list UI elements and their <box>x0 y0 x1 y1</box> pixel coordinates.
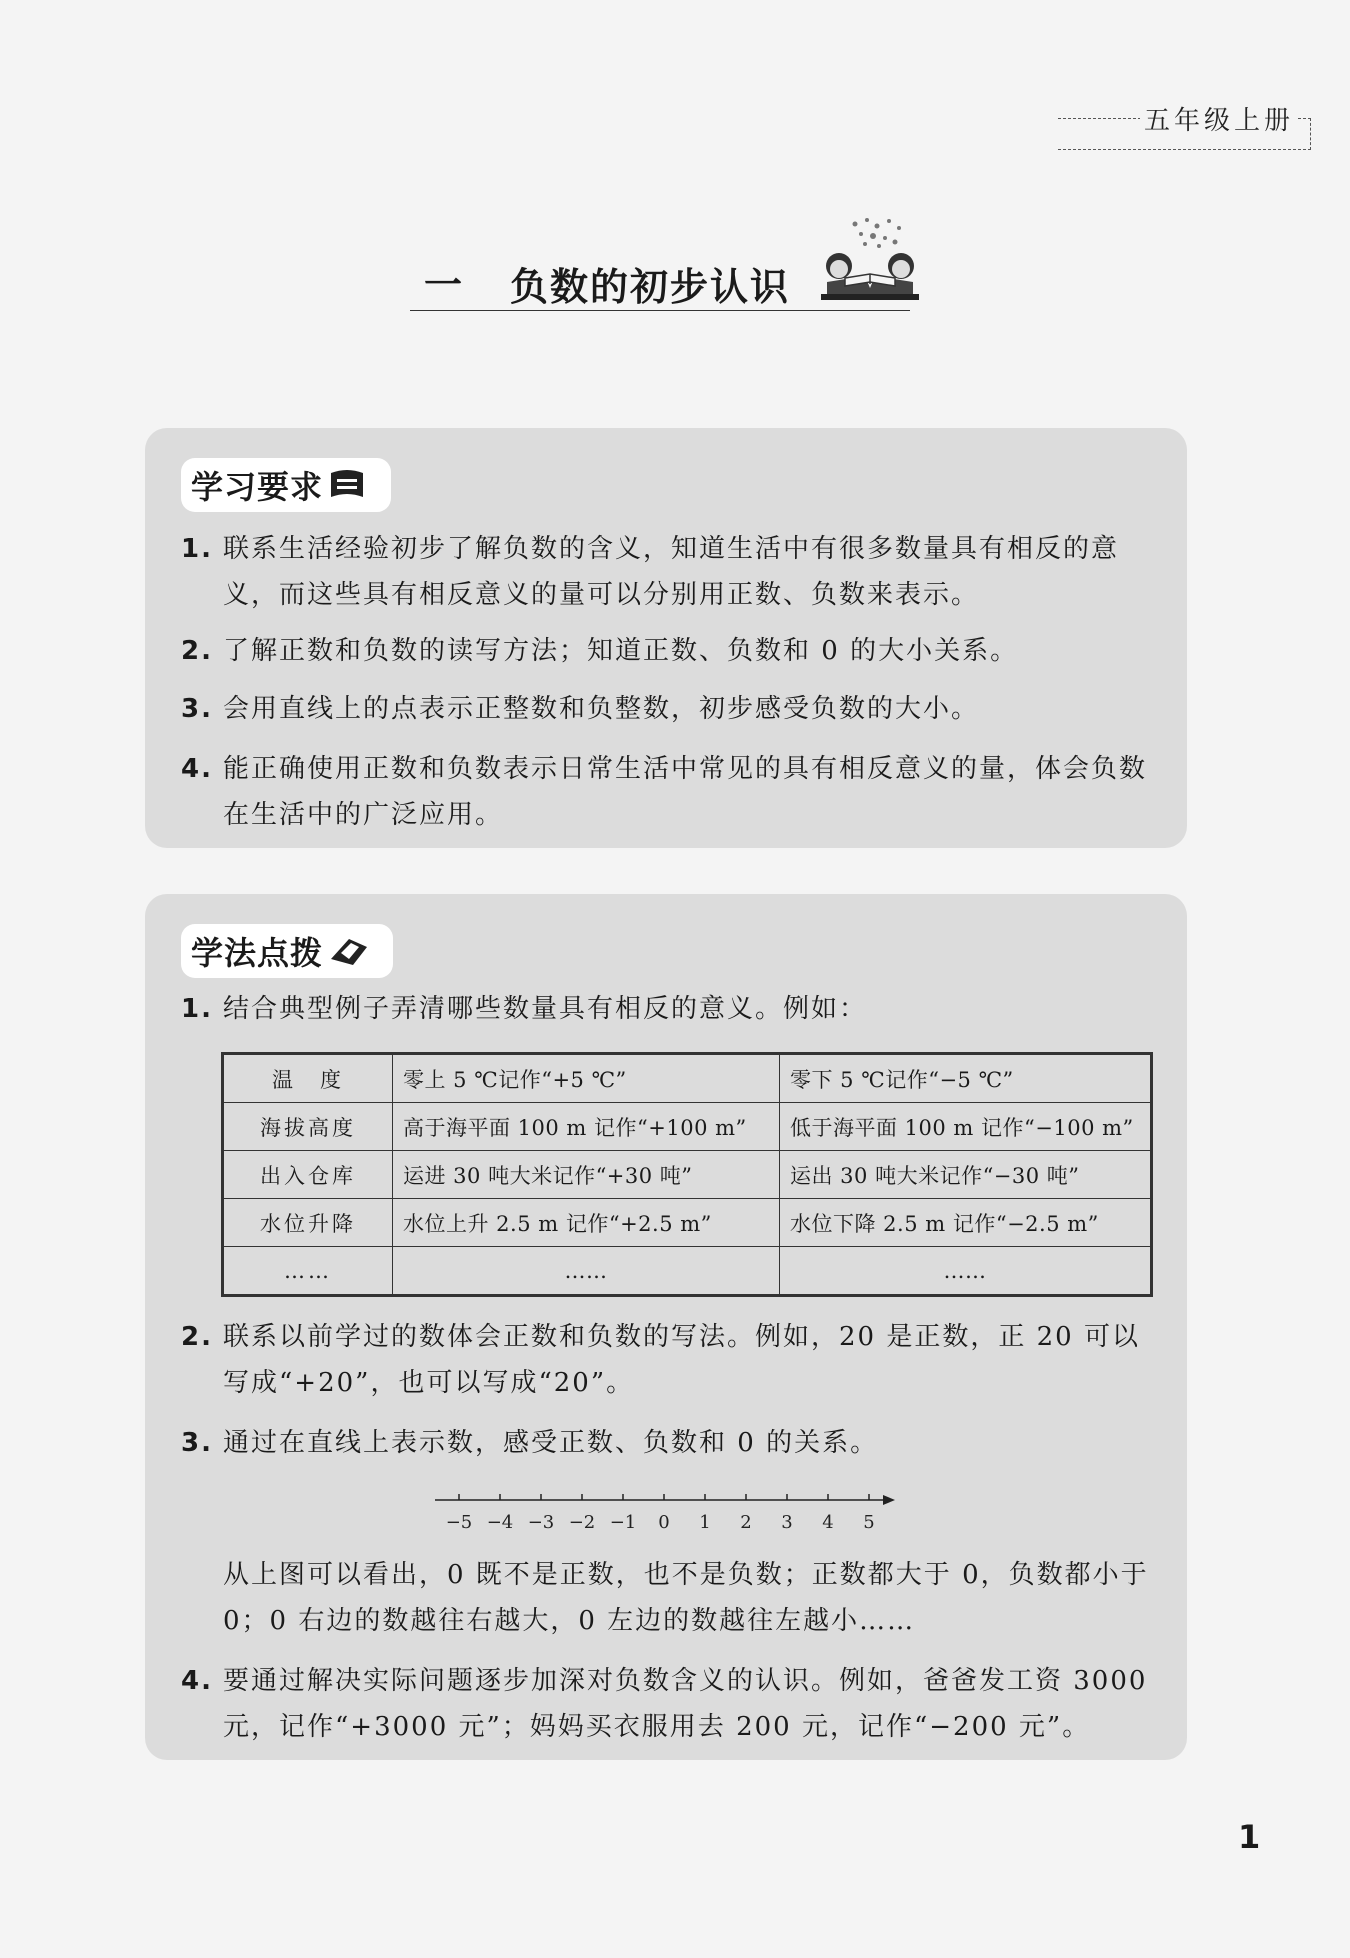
chapter-number: 一 <box>424 262 463 307</box>
list-item: 3. 通过在直线上表示数，感受正数、负数和 0 的关系。 <box>181 1428 879 1458</box>
section-tag <box>181 924 393 978</box>
opposite-quantities-table <box>221 1052 1153 1297</box>
number-line-label: 2 <box>740 1512 752 1533</box>
reading-children-illustration <box>815 216 925 306</box>
table-cell: 水位下降 2.5 m 记作“−2.5 m” <box>780 1199 1152 1247</box>
table-row <box>223 1103 1152 1151</box>
number-line-label: 3 <box>781 1512 793 1533</box>
study-tips-panel <box>145 894 1187 1760</box>
number-line-label: −1 <box>609 1512 637 1533</box>
number-line-label: 0 <box>658 1512 670 1533</box>
number-line-label: 5 <box>863 1512 875 1533</box>
grade-header <box>1058 104 1312 150</box>
number-line-label: −2 <box>568 1512 596 1533</box>
list-item: 2. 联系以前学过的数体会正数和负数的写法。例如，20 是正数，正 20 可以写成“+20”，也可以写成“20”。 <box>181 1322 1140 1398</box>
table-cell: 高于海平面 100 m 记作“+100 m” <box>393 1103 780 1151</box>
table-row <box>223 1054 1152 1103</box>
table-cell: 出入仓库 <box>223 1151 393 1199</box>
table-cell: 水位上升 2.5 m 记作“+2.5 m” <box>393 1199 780 1247</box>
table-row <box>223 1199 1152 1247</box>
list-item: 1. 结合典型例子弄清哪些数量具有相反的意义。例如： <box>181 994 868 1024</box>
section-tag-label: 学习要求 <box>191 468 324 506</box>
number-line-label: −3 <box>527 1512 555 1533</box>
number-line-label: 1 <box>699 1512 711 1533</box>
chapter-title: 负数的初步认识 <box>510 264 791 309</box>
learning-requirements-panel <box>145 428 1187 848</box>
number-line-label: −4 <box>486 1512 514 1533</box>
notebook-icon <box>327 467 367 503</box>
list-item: 4. 能正确使用正数和负数表示日常生活中常见的具有相反意义的量，体会负数在生活中的广泛应用。 <box>181 754 1148 830</box>
table-cell: …… <box>393 1247 780 1296</box>
table-row <box>223 1151 1152 1199</box>
table-cell: 零下 5 ℃记作“−5 ℃” <box>780 1054 1152 1103</box>
number-line-label: −5 <box>445 1512 473 1533</box>
number-line <box>435 1486 895 1546</box>
table-cell: …… <box>780 1247 1152 1296</box>
table-cell: 水位升降 <box>223 1199 393 1247</box>
table-cell: 零上 5 ℃记作“+5 ℃” <box>393 1054 780 1103</box>
grade-label: 五年级上册 <box>1140 100 1298 137</box>
table-cell: 运进 30 吨大米记作“+30 吨” <box>393 1151 780 1199</box>
page-number: 1 <box>1238 1818 1261 1856</box>
chapter-heading <box>410 254 910 311</box>
number-line-label: 4 <box>822 1512 834 1533</box>
table-cell: 运出 30 吨大米记作“−30 吨” <box>780 1151 1152 1199</box>
table-row <box>223 1247 1152 1296</box>
list-item: 1. 联系生活经验初步了解负数的含义，知道生活中有很多数量具有相反的意义，而这些具有相反意义的量可以分别用正数、负数来表示。 <box>181 534 1120 610</box>
list-item: 3. 会用直线上的点表示正整数和负整数，初步感受负数的大小。 <box>181 694 980 724</box>
table-cell: …… <box>223 1247 393 1296</box>
table-cell: 低于海平面 100 m 记作“−100 m” <box>780 1103 1152 1151</box>
number-line-note: 从上图可以看出，0 既不是正数，也不是负数；正数都大于 0，负数都小于 0；0 右边的数越往右越大，0 左边的数越往左越小…… <box>223 1560 1149 1636</box>
section-tag <box>181 458 391 512</box>
list-item: 4. 要通过解决实际问题逐步加深对负数含义的认识。例如，爸爸发工资 3000 元，记作“+3000 元”；妈妈买衣服用去 200 元，记作“−200 元”。 <box>181 1666 1148 1742</box>
pencil-icon <box>327 933 371 969</box>
table-cell: 海拔高度 <box>223 1103 393 1151</box>
section-tag-label: 学法点拨 <box>191 934 324 972</box>
table-cell: 温 度 <box>223 1054 393 1103</box>
list-item: 2. 了解正数和负数的读写方法；知道正数、负数和 0 的大小关系。 <box>181 636 1019 666</box>
